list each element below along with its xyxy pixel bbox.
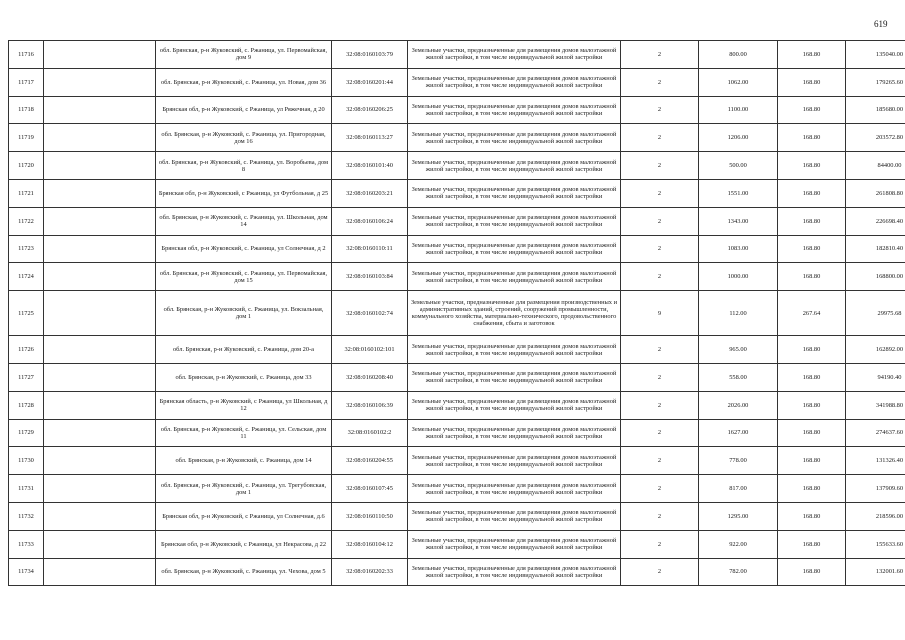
land-use-cell: Земельные участки, предназначенные для размещения домов малоэтажной жилой застройки, в том числе индивидуальной жилой застройки xyxy=(408,475,621,503)
address-cell: Брянская обл, р-н Жуковский, с Ржаница, ул Некрасова, д 22 xyxy=(156,530,332,558)
category-code-cell: 2 xyxy=(621,68,699,96)
table-row xyxy=(9,447,905,475)
empty-cell xyxy=(44,391,156,419)
category-code-cell: 2 xyxy=(621,263,699,291)
category-code-cell: 2 xyxy=(621,558,699,586)
cadastral-number-cell: 32:08:0160208:40 xyxy=(332,363,408,391)
table-row xyxy=(9,235,905,263)
empty-cell xyxy=(44,447,156,475)
category-code-cell: 2 xyxy=(621,96,699,124)
table-row xyxy=(9,475,905,503)
table-row xyxy=(9,391,905,419)
specific-value-cell: 168.80 xyxy=(778,391,846,419)
table-row xyxy=(9,336,905,364)
address-cell: обл. Брянская, р-н Жуковский, с. Ржаница, ул. Пригородная, дом 16 xyxy=(156,124,332,152)
empty-cell xyxy=(44,530,156,558)
area-cell: 778.00 xyxy=(699,447,778,475)
area-cell: 782.00 xyxy=(699,558,778,586)
area-cell: 817.00 xyxy=(699,475,778,503)
cadastral-number-cell: 32:08:0160110:50 xyxy=(332,502,408,530)
table-row xyxy=(9,419,905,447)
cadastral-value-cell: 341988.80 xyxy=(846,391,905,419)
cadastral-value-cell: 131326.40 xyxy=(846,447,905,475)
empty-cell xyxy=(44,96,156,124)
address-cell: обл. Брянская, р-н Жуковский, с. Ржаница, ул. Первомайская, дом 15 xyxy=(156,263,332,291)
specific-value-cell: 168.80 xyxy=(778,447,846,475)
specific-value-cell: 168.80 xyxy=(778,558,846,586)
category-code-cell: 2 xyxy=(621,530,699,558)
table-row xyxy=(9,363,905,391)
specific-value-cell: 168.80 xyxy=(778,41,846,69)
area-cell: 1627.00 xyxy=(699,419,778,447)
category-code-cell: 2 xyxy=(621,207,699,235)
row-number-cell: 11734 xyxy=(9,558,44,586)
area-cell: 1551.00 xyxy=(699,179,778,207)
cadastral-value-cell: 84400.00 xyxy=(846,152,905,180)
table-row xyxy=(9,96,905,124)
specific-value-cell: 168.80 xyxy=(778,475,846,503)
land-use-cell: Земельные участки, предназначенные для размещения домов малоэтажной жилой застройки, в том числе индивидуальной жилой застройки xyxy=(408,447,621,475)
land-use-cell: Земельные участки, предназначенные для размещения домов малоэтажной жилой застройки, в том числе индивидуальной жилой застройки xyxy=(408,263,621,291)
category-code-cell: 2 xyxy=(621,336,699,364)
address-cell: обл. Брянская, р-н Жуковский, с. Ржаница, ул. Новая, дом 36 xyxy=(156,68,332,96)
row-number-cell: 11717 xyxy=(9,68,44,96)
specific-value-cell: 168.80 xyxy=(778,68,846,96)
address-cell: обл. Брянская, р-н Жуковский, с. Ржаница, дом 20-а xyxy=(156,336,332,364)
row-number-cell: 11716 xyxy=(9,41,44,69)
specific-value-cell: 168.80 xyxy=(778,263,846,291)
cadastral-value-cell: 132001.60 xyxy=(846,558,905,586)
table-row xyxy=(9,179,905,207)
row-number-cell: 11733 xyxy=(9,530,44,558)
specific-value-cell: 168.80 xyxy=(778,96,846,124)
land-use-cell: Земельные участки, предназначенные для размещения домов малоэтажной жилой застройки, в том числе индивидуальной жилой застройки xyxy=(408,336,621,364)
land-use-cell: Земельные участки, предназначенные для размещения домов малоэтажной жилой застройки, в том числе индивидуальной жилой застройки xyxy=(408,96,621,124)
cadastral-number-cell: 32:08:0160102:101 xyxy=(332,336,408,364)
land-use-cell: Земельные участки, предназначенные для размещения домов малоэтажной жилой застройки, в том числе индивидуальной жилой застройки xyxy=(408,502,621,530)
empty-cell xyxy=(44,502,156,530)
category-code-cell: 2 xyxy=(621,179,699,207)
specific-value-cell: 168.80 xyxy=(778,179,846,207)
cadastral-value-cell: 182810.40 xyxy=(846,235,905,263)
category-code-cell: 2 xyxy=(621,502,699,530)
area-cell: 112.00 xyxy=(699,291,778,336)
cadastral-number-cell: 32:08:0160103:79 xyxy=(332,41,408,69)
address-cell: обл. Брянская, р-н Жуковский, с. Ржаница, ул. Чехова, дом 5 xyxy=(156,558,332,586)
land-use-cell: Земельные участки, предназначенные для размещения домов малоэтажной жилой застройки, в том числе индивидуальной жилой застройки xyxy=(408,558,621,586)
empty-cell xyxy=(44,41,156,69)
address-cell: Брянская обл, р-н Жуковский, с Ржаница, ул Солнечная, д.6 xyxy=(156,502,332,530)
row-number-cell: 11730 xyxy=(9,447,44,475)
cadastral-number-cell: 32:08:0160101:40 xyxy=(332,152,408,180)
land-use-cell: Земельные участки, предназначенные для размещения домов малоэтажной жилой застройки, в том числе индивидуальной жилой застройки xyxy=(408,235,621,263)
specific-value-cell: 168.80 xyxy=(778,419,846,447)
cadastral-number-cell: 32:08:0160103:84 xyxy=(332,263,408,291)
row-number-cell: 11726 xyxy=(9,336,44,364)
table-row xyxy=(9,152,905,180)
cadastral-value-cell: 168800.00 xyxy=(846,263,905,291)
row-number-cell: 11725 xyxy=(9,291,44,336)
cadastral-value-cell: 226698.40 xyxy=(846,207,905,235)
cadastral-value-cell: 218596.00 xyxy=(846,502,905,530)
row-number-cell: 11718 xyxy=(9,96,44,124)
row-number-cell: 11720 xyxy=(9,152,44,180)
address-cell: обл. Брянская, р-н Жуковский, с. Ржаница, ул. Сельская, дом 11 xyxy=(156,419,332,447)
cadastral-number-cell: 32:08:0160104:12 xyxy=(332,530,408,558)
area-cell: 500.00 xyxy=(699,152,778,180)
area-cell: 800.00 xyxy=(699,41,778,69)
address-cell: Брянская обл, р-н Жуковский, с. Ржаница, ул Солнечная, д 2 xyxy=(156,235,332,263)
table-row xyxy=(9,41,905,69)
land-use-cell: Земельные участки, предназначенные для размещения домов малоэтажной жилой застройки, в том числе индивидуальной жилой застройки xyxy=(408,41,621,69)
specific-value-cell: 267.64 xyxy=(778,291,846,336)
table-body xyxy=(9,41,905,586)
specific-value-cell: 168.80 xyxy=(778,235,846,263)
area-cell: 965.00 xyxy=(699,336,778,364)
specific-value-cell: 168.80 xyxy=(778,124,846,152)
cadastral-number-cell: 32:08:0160102:74 xyxy=(332,291,408,336)
cadastral-value-cell: 179265.60 xyxy=(846,68,905,96)
address-cell: обл. Брянская, р-н Жуковский, с. Ржаница, ул. Школьная, дом 14 xyxy=(156,207,332,235)
row-number-cell: 11724 xyxy=(9,263,44,291)
address-cell: обл. Брянская, р-н Жуковский, с. Ржаница, ул. Первомайская, дом 9 xyxy=(156,41,332,69)
area-cell: 558.00 xyxy=(699,363,778,391)
cadastral-value-cell: 185680.00 xyxy=(846,96,905,124)
category-code-cell: 9 xyxy=(621,291,699,336)
row-number-cell: 11722 xyxy=(9,207,44,235)
specific-value-cell: 168.80 xyxy=(778,207,846,235)
specific-value-cell: 168.80 xyxy=(778,336,846,364)
empty-cell xyxy=(44,363,156,391)
land-use-cell: Земельные участки, предназначенные для размещения домов малоэтажной жилой застройки, в том числе индивидуальной жилой застройки xyxy=(408,419,621,447)
category-code-cell: 2 xyxy=(621,235,699,263)
category-code-cell: 2 xyxy=(621,124,699,152)
cadastral-number-cell: 32:08:0160113:27 xyxy=(332,124,408,152)
land-use-cell: Земельные участки, предназначенные для размещения домов малоэтажной жилой застройки, в том числе индивидуальной жилой застройки xyxy=(408,363,621,391)
land-use-cell: Земельные участки, предназначенные для размещения производственных и административных зданий, строений, сооружений промышленности, коммунального хозяйства, материально-технического, продовольственного снабжения, сбыта и заготовок xyxy=(408,291,621,336)
cadastral-number-cell: 32:08:0160106:24 xyxy=(332,207,408,235)
empty-cell xyxy=(44,179,156,207)
empty-cell xyxy=(44,419,156,447)
address-cell: Брянская область, р-н Жуковский, с Ржаница, ул Школьная, д 12 xyxy=(156,391,332,419)
specific-value-cell: 168.80 xyxy=(778,363,846,391)
land-use-cell: Земельные участки, предназначенные для размещения домов малоэтажной жилой застройки, в том числе индивидуальной жилой застройки xyxy=(408,152,621,180)
empty-cell xyxy=(44,152,156,180)
cadastral-number-cell: 32:08:0160202:33 xyxy=(332,558,408,586)
table-row xyxy=(9,558,905,586)
cadastral-number-cell: 32:08:0160110:11 xyxy=(332,235,408,263)
empty-cell xyxy=(44,558,156,586)
row-number-cell: 11719 xyxy=(9,124,44,152)
category-code-cell: 2 xyxy=(621,447,699,475)
row-number-cell: 11732 xyxy=(9,502,44,530)
area-cell: 2026.00 xyxy=(699,391,778,419)
cadastral-value-cell: 261808.80 xyxy=(846,179,905,207)
table-row xyxy=(9,124,905,152)
cadastral-value-cell: 135040.00 xyxy=(846,41,905,69)
cadastral-number-cell: 32:08:0160203:21 xyxy=(332,179,408,207)
page-number: 619 xyxy=(874,19,888,29)
category-code-cell: 2 xyxy=(621,41,699,69)
address-cell: обл. Брянская, р-н Жуковский, с. Ржаница, ул. Трегубовская, дом 1 xyxy=(156,475,332,503)
cadastral-value-cell: 274637.60 xyxy=(846,419,905,447)
table-row xyxy=(9,530,905,558)
land-use-cell: Земельные участки, предназначенные для размещения домов малоэтажной жилой застройки, в том числе индивидуальной жилой застройки xyxy=(408,179,621,207)
category-code-cell: 2 xyxy=(621,363,699,391)
specific-value-cell: 168.80 xyxy=(778,502,846,530)
area-cell: 922.00 xyxy=(699,530,778,558)
land-use-cell: Земельные участки, предназначенные для размещения домов малоэтажной жилой застройки, в том числе индивидуальной жилой застройки xyxy=(408,68,621,96)
address-cell: обл. Брянская, р-н Жуковский, с. Ржаница, дом 33 xyxy=(156,363,332,391)
cadastral-number-cell: 32:08:0160107:45 xyxy=(332,475,408,503)
address-cell: обл. Брянская, р-н Жуковский, с. Ржаница, ул. Вокзальная, дом 1 xyxy=(156,291,332,336)
cadastral-value-cell: 155633.60 xyxy=(846,530,905,558)
area-cell: 1062.00 xyxy=(699,68,778,96)
empty-cell xyxy=(44,475,156,503)
cadastral-number-cell: 32:08:0160106:39 xyxy=(332,391,408,419)
row-number-cell: 11728 xyxy=(9,391,44,419)
land-use-cell: Земельные участки, предназначенные для размещения домов малоэтажной жилой застройки, в том числе индивидуальной жилой застройки xyxy=(408,530,621,558)
empty-cell xyxy=(44,291,156,336)
empty-cell xyxy=(44,207,156,235)
specific-value-cell: 168.80 xyxy=(778,152,846,180)
area-cell: 1000.00 xyxy=(699,263,778,291)
cadastral-number-cell: 32:08:0160102:2 xyxy=(332,419,408,447)
area-cell: 1343.00 xyxy=(699,207,778,235)
cadastral-value-table xyxy=(8,40,905,586)
empty-cell xyxy=(44,235,156,263)
empty-cell xyxy=(44,68,156,96)
table-row xyxy=(9,207,905,235)
cadastral-value-cell: 203572.80 xyxy=(846,124,905,152)
address-cell: обл. Брянская, р-н Жуковский, с. Ржаница, ул. Воробьева, дом 8 xyxy=(156,152,332,180)
cadastral-number-cell: 32:08:0160201:44 xyxy=(332,68,408,96)
row-number-cell: 11721 xyxy=(9,179,44,207)
empty-cell xyxy=(44,263,156,291)
cadastral-value-cell: 94190.40 xyxy=(846,363,905,391)
row-number-cell: 11731 xyxy=(9,475,44,503)
area-cell: 1083.00 xyxy=(699,235,778,263)
table-row xyxy=(9,502,905,530)
table-row xyxy=(9,291,905,336)
land-use-cell: Земельные участки, предназначенные для размещения домов малоэтажной жилой застройки, в том числе индивидуальной жилой застройки xyxy=(408,391,621,419)
cadastral-value-cell: 29975.68 xyxy=(846,291,905,336)
category-code-cell: 2 xyxy=(621,391,699,419)
land-use-cell: Земельные участки, предназначенные для размещения домов малоэтажной жилой застройки, в том числе индивидуальной жилой застройки xyxy=(408,207,621,235)
row-number-cell: 11727 xyxy=(9,363,44,391)
empty-cell xyxy=(44,336,156,364)
cadastral-value-cell: 162892.00 xyxy=(846,336,905,364)
cadastral-value-cell: 137909.60 xyxy=(846,475,905,503)
address-cell: обл. Брянская, р-н Жуковский, с. Ржаница, дом 14 xyxy=(156,447,332,475)
row-number-cell: 11723 xyxy=(9,235,44,263)
empty-cell xyxy=(44,124,156,152)
category-code-cell: 2 xyxy=(621,419,699,447)
address-cell: Брянская обл, р-н Жуковский, с Ржаница, ул Ряжечная, д 20 xyxy=(156,96,332,124)
row-number-cell: 11729 xyxy=(9,419,44,447)
address-cell: Брянская обл, р-н Жуковский, с Ржаница, ул Футбольная, д 25 xyxy=(156,179,332,207)
table-row xyxy=(9,263,905,291)
specific-value-cell: 168.80 xyxy=(778,530,846,558)
area-cell: 1100.00 xyxy=(699,96,778,124)
area-cell: 1295.00 xyxy=(699,502,778,530)
area-cell: 1206.00 xyxy=(699,124,778,152)
category-code-cell: 2 xyxy=(621,475,699,503)
category-code-cell: 2 xyxy=(621,152,699,180)
land-use-cell: Земельные участки, предназначенные для размещения домов малоэтажной жилой застройки, в том числе индивидуальной жилой застройки xyxy=(408,124,621,152)
cadastral-number-cell: 32:08:0160206:25 xyxy=(332,96,408,124)
table-row xyxy=(9,68,905,96)
cadastral-number-cell: 32:08:0160204:55 xyxy=(332,447,408,475)
